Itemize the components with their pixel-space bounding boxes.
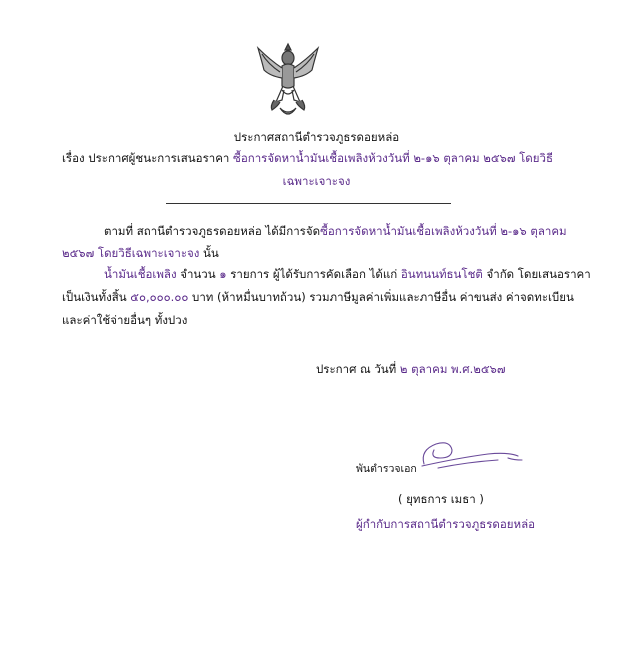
para1-text-b: ซื้อการจัดหาน้ำมันเชื้อเพลิงห้วงวันที่ ๒-๑๖ ตุลาคม xyxy=(320,224,567,238)
paragraph-1-line-2 xyxy=(62,246,219,260)
signer-name: ( ยุทธการ เมธา ) xyxy=(398,492,484,506)
signer-rank: พันตำรวจเอก xyxy=(356,463,417,475)
para1-text-a: ตามที่ สถานีตำรวจภูธรดอยหล่อ ได้มีการจัด xyxy=(104,224,321,238)
para1-method: ๒๕๖๗ โดยวิธีเฉพาะเจาะจง xyxy=(62,246,200,260)
total-label: เป็นเงินทั้งสิ้น xyxy=(62,290,131,304)
subject-highlight: ซื้อการจัดหาน้ำมันเชื้อเพลิงห้วงวันที่ ๒-๑๖ ตุลาคม ๒๕๖๗ โดยวิธี xyxy=(233,151,553,165)
fuel-item: น้ำมันเชื้อเพลิง xyxy=(104,267,177,281)
subject-prefix: ประกาศผู้ชนะการเสนอราคา xyxy=(88,151,230,165)
selected-label: รายการ ผู้ได้รับการคัดเลือก ได้แก่ xyxy=(226,267,401,281)
paragraph-2-line-3: และค่าใช้จ่ายอื่นๆ ทั้งปวง xyxy=(62,313,188,327)
header-divider xyxy=(166,203,451,204)
winner-name: อินทนนท์ธนโชติ xyxy=(400,267,483,281)
total-details: บาท (ห้าหมื่นบาทถ้วน) รวมภาษีมูลค่าเพิ่มและภาษีอื่น ค่าขนส่ง ค่าจดทะเบียน xyxy=(188,290,574,304)
winner-suffix: จำกัด โดยเสนอราคา xyxy=(482,267,591,281)
subject-line-2: เฉพาะเจาะจง xyxy=(282,174,351,188)
handwritten-signature-icon xyxy=(418,428,530,476)
paragraph-2-line-2 xyxy=(62,290,574,304)
announce-date-line xyxy=(316,362,505,376)
announcement-title: ประกาศสถานีตำรวจภูธรดอยหล่อ xyxy=(233,130,400,144)
subject-label: เรื่อง xyxy=(62,151,85,165)
quantity-label: จำนวน xyxy=(176,267,220,281)
announce-prefix: ประกาศ ณ วันที่ xyxy=(316,362,400,376)
paragraph-2-line-1 xyxy=(104,267,591,281)
total-amount: ๕๐,๐๐๐.๐๐ xyxy=(130,290,189,304)
paragraph-1-line-1 xyxy=(104,224,567,238)
signer-position: ผู้กำกับการสถานีตำรวจภูธรดอยหล่อ xyxy=(356,517,536,531)
announce-date: ๒ ตุลาคม พ.ศ.๒๕๖๗ xyxy=(399,362,506,376)
garuda-emblem-icon xyxy=(252,40,324,120)
para1-end: นั้น xyxy=(199,246,219,260)
subject-line xyxy=(62,151,553,165)
quantity-value: ๑ xyxy=(219,267,227,281)
